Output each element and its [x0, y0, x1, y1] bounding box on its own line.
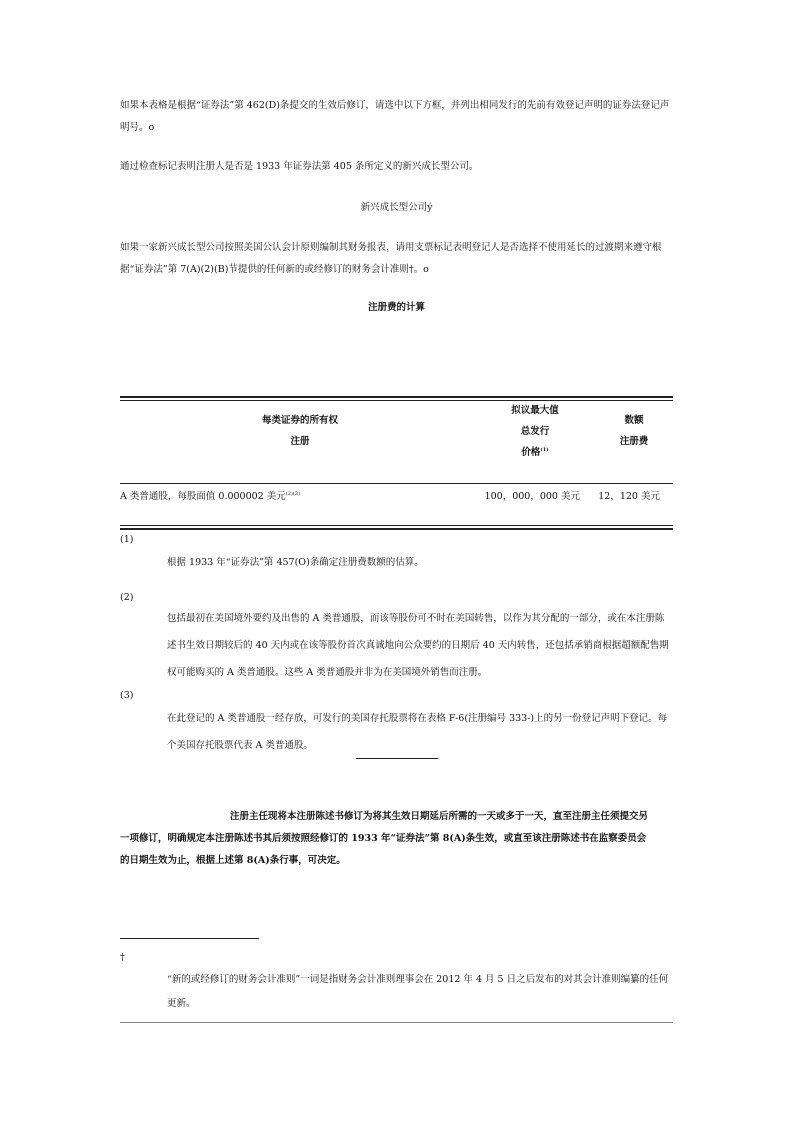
header-price-line2: 总发行 [520, 426, 550, 437]
header-class-of-securities [180, 410, 420, 452]
emerging-growth-checkbox-label: 新兴成长型公司ý [360, 202, 433, 213]
header-max-offering-price [480, 400, 590, 463]
footnote-2-number: (2) [120, 592, 134, 603]
delaying-amendment-line2: 一项修订，明确规定本注册陈述书其后须按照经修订的 1933 年“证券法”第 8(A)条生效，或直至该注册陈述书在监察委员会 [120, 833, 647, 844]
footnote-1-text: 根据 1933 年“证券法”第 457(O)条确定注册费数额的估算。 [167, 557, 424, 568]
delaying-amendment-line1: 注册主任现将本注册陈述书修订为将其生效日期延后所需的一天或多于一天，直至注册主任须提交另 [230, 811, 649, 822]
table-bottom-rule-thick [120, 528, 673, 530]
table-row-description: A 类普通股，每股面值 0.000002 美元$^{(2)(3)}$ [120, 490, 300, 502]
table-top-rule-thin [120, 400, 673, 401]
footnote-separator [120, 938, 259, 939]
header-registration-fee [595, 410, 673, 452]
paragraph-post-effective-amendment: 如果本表格是根据“证券法”第 462(D)条提交的生效后修订，请选中以下方框，并列出相同发行的先前有效登记声明的证券法登记声明号。o [120, 100, 670, 133]
dagger-symbol: † [120, 952, 125, 963]
page-bottom-rule [120, 1022, 673, 1023]
footnote-3-number: (3) [120, 690, 134, 701]
footnote-3-text: 在此登记的 A 类普通股一经存放，可发行的美国存托股票将在表格 F-6(注册编号 333-)上的另一份登记声明下登记。每个美国存托股票代表 A 类普通股。 [167, 713, 668, 751]
dagger-note-text: “新的或经修订的财务会计准则”一词是指财务会计准则理事会在 2012 年 4 月 5 日之后发布的对其会计准则编纂的任何更新。 [167, 974, 669, 1009]
header-fee-line2: 注册费 [619, 436, 649, 447]
table-row-registration-fee: 12，120 美元 [598, 491, 660, 502]
table-bottom-rule [120, 525, 673, 526]
header-class-line1: 每类证券的所有权 [261, 415, 338, 426]
section-title-fee-calculation: 注册费的计算 [367, 302, 425, 313]
footnote-1-number: (1) [120, 534, 134, 545]
header-price-line3: 价格$^{(1)}$ [521, 446, 549, 458]
delaying-amendment-line3: 的日期生效为止，根据上述第 8(A)条行事，可决定。 [120, 855, 346, 866]
paragraph-transition-period: 如果一家新兴成长型公司按照美国公认会计原则编制其财务报表，请用支票标记表明登记人是否选择不使用延长的过渡期来遵守根据“证券法”第 7(A)(2)(B)节提供的任何新的或经修订的财务会计准则†。o [120, 242, 662, 275]
header-fee-line1: 数额 [624, 415, 644, 426]
section-divider [356, 758, 438, 759]
paragraph-emerging-growth-check: 通过检查标记表明注册人是否是 1933 年证券法第 405 条所定义的新兴成长型公司。 [120, 161, 479, 172]
header-class-line2: 注册 [290, 436, 310, 447]
header-price-line1: 拟议最大值 [511, 405, 559, 416]
table-top-rule [120, 396, 673, 398]
table-row-offering-price: 100，000，000 美元 [484, 491, 580, 502]
table-header-rule [120, 483, 673, 484]
footnote-2-text: 包括最初在美国境外要约及出售的 A 类普通股，而该等股份可不时在美国转售，以作为其分配的一部分，或在本注册陈述书生效日期较后的 40 天内或在该等股份首次真诚地向公众要约的日期后 40 天内转售，还包括承销商根据超额配售期权可能购买的 A 类普通股。这些 A 类普通股并非为在美国境外销售而注册。 [167, 613, 669, 678]
